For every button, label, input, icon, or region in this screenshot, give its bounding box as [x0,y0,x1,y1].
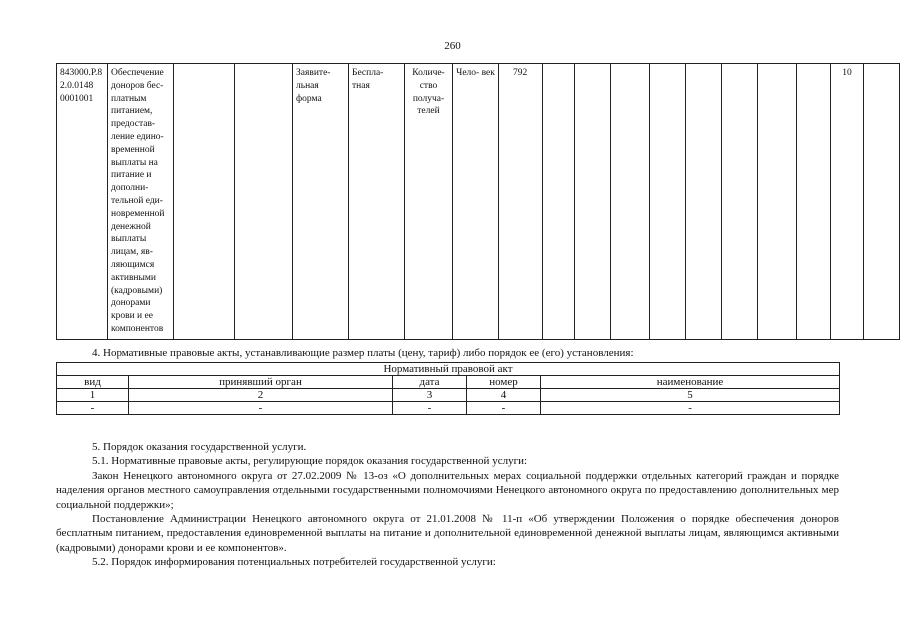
table-row [57,363,840,376]
subsection-5-2: 5.2. Порядок информирования потенциальных потребителей государственной услуги: [92,556,496,569]
paragraph-law: Закон Ненецкого автономного округа от 27.02.2009 № 13-оз «О дополнительных мерах социальной поддержки отдельных категорий граждан и порядке наделения органов местного самоуправления отдельными государственными полномочиями Ненецкого автономного округа по предоставлению дополнительных мер социальной поддержки»; [56,469,839,511]
legal-acts-table [56,362,840,415]
table-cell [797,64,831,340]
column-number: 5 [541,389,840,402]
table-cell: - [393,402,467,415]
table-row [57,389,840,402]
table-cell [758,64,797,340]
column-number: 2 [129,389,393,402]
deviation-cell: 10 [831,64,864,340]
table-cell [722,64,758,340]
table-cell [650,64,686,340]
form-cell: Заявите- льная форма [293,64,349,340]
column-header: дата [393,376,467,389]
table-row [57,64,900,340]
table-cell [543,64,575,340]
column-header: принявший орган [129,376,393,389]
unit-cell: Чело- век [453,64,499,340]
page-number: 260 [444,40,461,52]
indicator-cell: Количе- ство получа- телей [405,64,453,340]
value-cell: 792 [499,64,543,340]
column-header: наименование [541,376,840,389]
table-cell: - [467,402,541,415]
payment-cell: Бесплa- тная [349,64,405,340]
table-row [57,376,840,389]
section-4-heading: 4. Нормативные правовые акты, устанавливающие размер платы (цену, тариф) либо порядок ее (его) установления: [92,347,634,359]
column-header: вид [57,376,129,389]
column-number: 4 [467,389,541,402]
table-row [57,402,840,415]
service-name-cell: Обеспечение доноров бес- платным питанием, предостав- ление едино- временной выплаты на питание и дополни- тельной еди- новременной денежной выплаты лицам, яв- ляющимся активными (кадровыми) донорами крови и ее компонентов [108,64,174,340]
table-cell [174,64,235,340]
table-cell [686,64,722,340]
section-5-heading: 5. Порядок оказания государственной услуги. [92,441,307,453]
column-number: 3 [393,389,467,402]
subsection-5-1: 5.1. Нормативные правовые акты, регулирующие порядок оказания государственной услуги: [92,455,528,468]
table-cell [864,64,900,340]
column-number: 1 [57,389,129,402]
service-code-cell: 843000.Р.82.0.0148 0001001 [57,64,108,340]
paragraph-resolution: Постановление Администрации Ненецкого автономного округа от 21.01.2008 № 11-п «Об утверждении Положения о порядке обеспечения доноров бесплатным питанием, предоставления единовременной выплаты на питание и дополнительной единовременной денежной выплаты лицам, являющимся активными (кадровыми) донорами крови и ее компонентов». [56,513,839,554]
table-cell [611,64,650,340]
group-header: Нормативный правовой акт [57,363,840,376]
section-5 [56,440,839,570]
service-table [56,63,900,340]
table-cell [235,64,293,340]
table-cell: - [541,402,840,415]
column-header: номер [467,376,541,389]
table-cell [575,64,611,340]
table-cell: - [57,402,129,415]
table-cell: - [129,402,393,415]
